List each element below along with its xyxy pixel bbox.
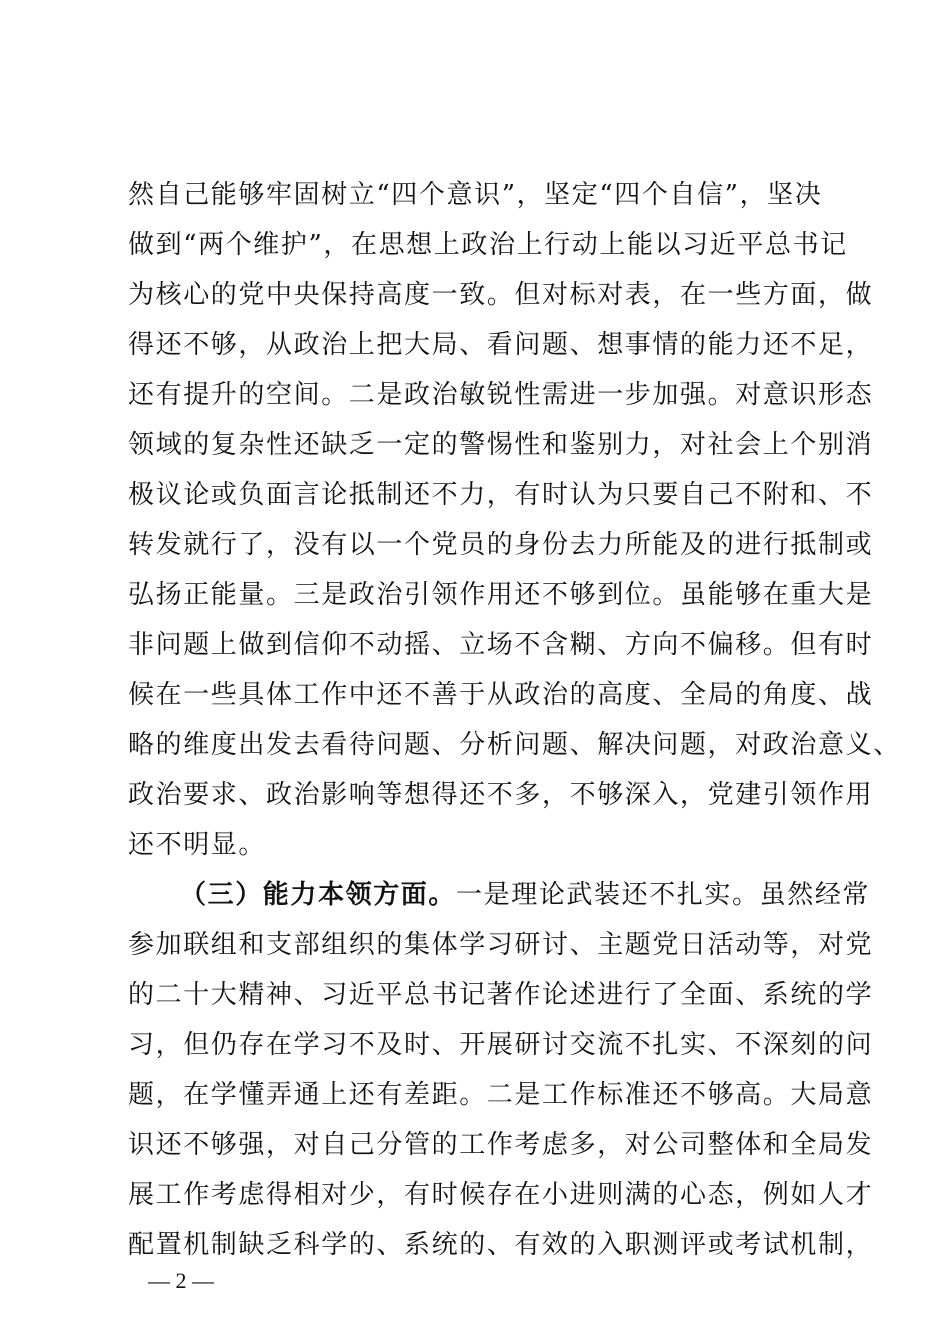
body-text-line: 极议论或负面言论抵制还不力，有时认为只要自己不附和、不 [128,480,874,510]
body-text-line: 识还不够强，对自己分管的工作考虑多，对公司整体和全局发 [128,1130,874,1160]
section-3-heading: （三）能力本领方面。 [180,880,457,910]
body-text-line: 的二十大精神、习近平总书记著作论述进行了全面、系统的学 [128,980,874,1010]
body-text-line: 得还不够，从政治上把大局、看问题、想事情的能力还不足， [128,330,874,360]
body-text-line: 弘扬正能量。三是政治引领作用还不够到位。虽能够在重大是 [128,580,874,610]
body-text-line: 习，但仍存在学习不及时、开展研讨交流不扎实、不深刻的问 [128,1030,874,1060]
body-text-line: 然自己能够牢固树立“四个意识”，坚定“四个自信”，坚决 [128,180,823,210]
body-text-line: 略的维度出发去看待问题、分析问题、解决问题，对政治意义、 [128,730,901,760]
body-text-line: 做到“两个维护”，在思想上政治上行动上能以习近平总书记 [128,230,848,260]
body-text-line: 领域的复杂性还缺乏一定的警惕性和鉴别力，对社会上个别消 [128,430,874,460]
body-text-line: 还有提升的空间。二是政治敏锐性需进一步加强。对意识形态 [128,380,874,410]
body-text-line: 转发就行了，没有以一个党员的身份去力所能及的进行抵制或 [128,530,874,560]
body-text-line: 候在一些具体工作中还不善于从政治的高度、全局的角度、战 [128,680,874,710]
body-text-line: 非问题上做到信仰不动摇、立场不含糊、方向不偏移。但有时 [128,630,874,660]
page-number: — 2 — [148,1268,214,1293]
body-text-line: 还不明显。 [128,830,267,860]
body-text-line: 为核心的党中央保持高度一致。但对标对表，在一些方面，做 [128,280,874,310]
body-text-line: 展工作考虑得相对少，有时候存在小进则满的心态，例如人才 [128,1180,874,1210]
body-text-line: 政治要求、政治影响等想得还不多，不够深入，党建引领作用 [128,780,874,810]
body-text-line: 参加联组和支部组织的集体学习研讨、主题党日活动等，对党 [128,930,874,960]
section-3-intro: 一是理论武装还不扎实。虽然经常 [456,880,871,910]
section-3-first-line [180,880,870,910]
body-text-line: 配置机制缺乏科学的、系统的、有效的入职测评或考试机制， [128,1230,874,1260]
body-text-line: 题，在学懂弄通上还有差距。二是工作标准还不够高。大局意 [128,1080,874,1110]
